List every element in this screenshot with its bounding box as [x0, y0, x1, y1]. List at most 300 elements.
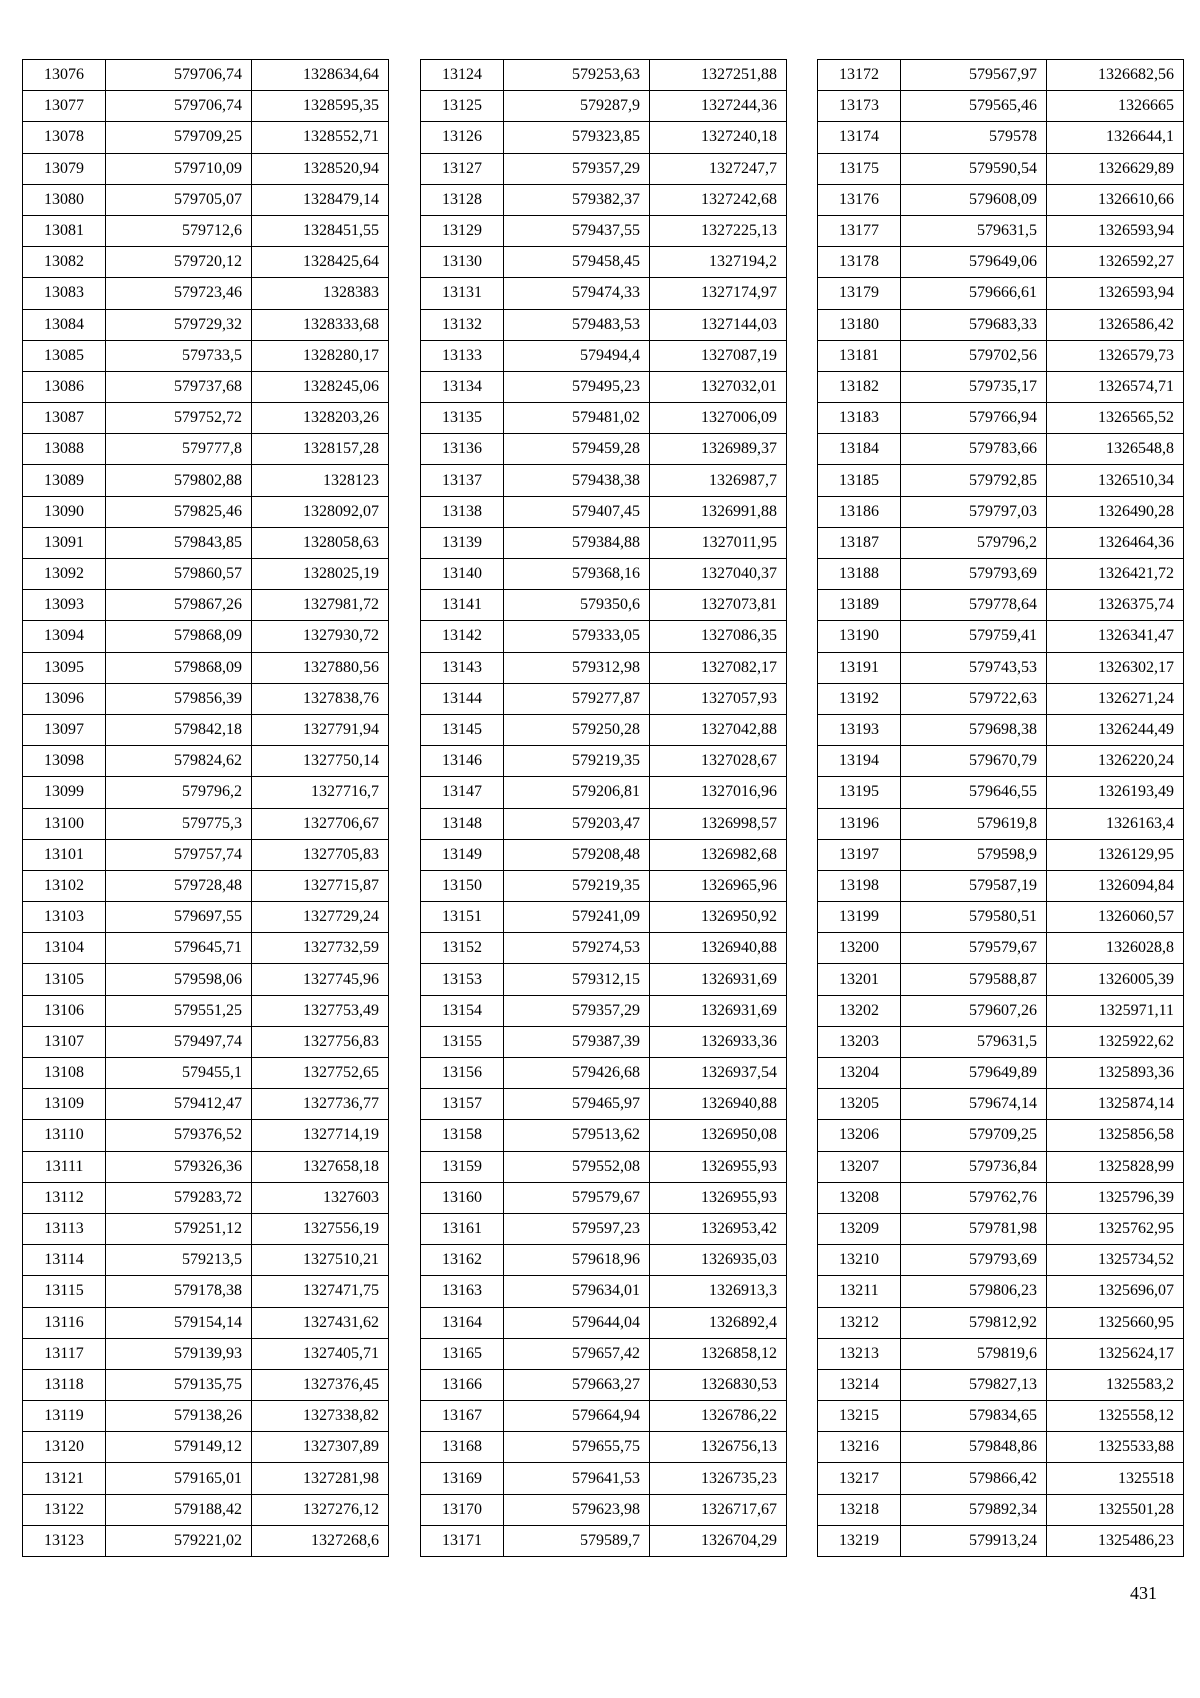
- x-coordinate-cell: 579802,88: [106, 465, 252, 496]
- table-row: [818, 465, 1184, 496]
- x-coordinate-cell: 579702,56: [901, 340, 1047, 371]
- x-coordinate-cell: 579649,06: [901, 247, 1047, 278]
- table-row: [818, 933, 1184, 964]
- table-row: [818, 247, 1184, 278]
- point-number-cell: 13146: [421, 746, 504, 777]
- table-row: [23, 1213, 389, 1244]
- y-coordinate-cell: 1327225,13: [650, 215, 787, 246]
- point-number-cell: 13076: [23, 60, 106, 91]
- x-coordinate-cell: 579219,35: [504, 746, 650, 777]
- y-coordinate-cell: 1326756,13: [650, 1432, 787, 1463]
- x-coordinate-cell: 579323,85: [504, 122, 650, 153]
- point-number-cell: 13208: [818, 1182, 901, 1213]
- table-row: [818, 215, 1184, 246]
- y-coordinate-cell: 1326129,95: [1047, 839, 1184, 870]
- y-coordinate-cell: 1327716,7: [252, 777, 389, 808]
- y-coordinate-cell: 1326937,54: [650, 1058, 787, 1089]
- point-number-cell: 13188: [818, 559, 901, 590]
- table-row: [23, 1120, 389, 1151]
- x-coordinate-cell: 579598,9: [901, 839, 1047, 870]
- x-coordinate-cell: 579705,07: [106, 184, 252, 215]
- point-number-cell: 13135: [421, 403, 504, 434]
- table-row: [818, 714, 1184, 745]
- y-coordinate-cell: 1328634,64: [252, 60, 389, 91]
- y-coordinate-cell: 1326987,7: [650, 465, 787, 496]
- x-coordinate-cell: 579733,5: [106, 340, 252, 371]
- point-number-cell: 13142: [421, 621, 504, 652]
- y-coordinate-cell: 1326464,36: [1047, 527, 1184, 558]
- point-number-cell: 13158: [421, 1120, 504, 1151]
- point-number-cell: 13177: [818, 215, 901, 246]
- point-number-cell: 13166: [421, 1369, 504, 1400]
- x-coordinate-cell: 579465,97: [504, 1089, 650, 1120]
- x-coordinate-cell: 579608,09: [901, 184, 1047, 215]
- table-row: [818, 964, 1184, 995]
- y-coordinate-cell: 1327981,72: [252, 590, 389, 621]
- x-coordinate-cell: 579208,48: [504, 839, 650, 870]
- y-coordinate-cell: 1326830,53: [650, 1369, 787, 1400]
- table-row: [818, 1151, 1184, 1182]
- y-coordinate-cell: 1327706,67: [252, 808, 389, 839]
- point-number-cell: 13182: [818, 371, 901, 402]
- point-number-cell: 13117: [23, 1338, 106, 1369]
- table-body: [818, 60, 1184, 1557]
- table-row: [421, 247, 787, 278]
- point-number-cell: 13152: [421, 933, 504, 964]
- point-number-cell: 13170: [421, 1494, 504, 1525]
- y-coordinate-cell: 1325624,17: [1047, 1338, 1184, 1369]
- x-coordinate-cell: 579645,71: [106, 933, 252, 964]
- x-coordinate-cell: 579663,27: [504, 1369, 650, 1400]
- x-coordinate-cell: 579551,25: [106, 995, 252, 1026]
- x-coordinate-cell: 579706,74: [106, 91, 252, 122]
- y-coordinate-cell: 1325893,36: [1047, 1058, 1184, 1089]
- table-row: [23, 839, 389, 870]
- table-row: [23, 746, 389, 777]
- y-coordinate-cell: 1326682,56: [1047, 60, 1184, 91]
- point-number-cell: 13090: [23, 496, 106, 527]
- point-number-cell: 13212: [818, 1307, 901, 1338]
- x-coordinate-cell: 579206,81: [504, 777, 650, 808]
- point-number-cell: 13179: [818, 278, 901, 309]
- table-row: [421, 1151, 787, 1182]
- point-number-cell: 13138: [421, 496, 504, 527]
- x-coordinate-cell: 579619,8: [901, 808, 1047, 839]
- table-row: [23, 1089, 389, 1120]
- y-coordinate-cell: 1325828,99: [1047, 1151, 1184, 1182]
- point-number-cell: 13157: [421, 1089, 504, 1120]
- table-row: [23, 777, 389, 808]
- table-row: [818, 559, 1184, 590]
- point-number-cell: 13187: [818, 527, 901, 558]
- y-coordinate-cell: 1327032,01: [650, 371, 787, 402]
- point-number-cell: 13102: [23, 870, 106, 901]
- y-coordinate-cell: 1326858,12: [650, 1338, 787, 1369]
- y-coordinate-cell: 1326593,94: [1047, 215, 1184, 246]
- table-row: [818, 1245, 1184, 1276]
- table-row: [23, 652, 389, 683]
- y-coordinate-cell: 1326163,4: [1047, 808, 1184, 839]
- table-row: [818, 995, 1184, 1026]
- table-row: [23, 496, 389, 527]
- y-coordinate-cell: 1327750,14: [252, 746, 389, 777]
- table-row: [23, 1432, 389, 1463]
- x-coordinate-cell: 579149,12: [106, 1432, 252, 1463]
- y-coordinate-cell: 1326302,17: [1047, 652, 1184, 683]
- point-number-cell: 13148: [421, 808, 504, 839]
- point-number-cell: 13203: [818, 1026, 901, 1057]
- x-coordinate-cell: 579283,72: [106, 1182, 252, 1213]
- x-coordinate-cell: 579241,09: [504, 902, 650, 933]
- x-coordinate-cell: 579743,53: [901, 652, 1047, 683]
- y-coordinate-cell: 1326931,69: [650, 995, 787, 1026]
- y-coordinate-cell: 1326060,57: [1047, 902, 1184, 933]
- y-coordinate-cell: 1325533,88: [1047, 1432, 1184, 1463]
- x-coordinate-cell: 579578: [901, 122, 1047, 153]
- point-number-cell: 13139: [421, 527, 504, 558]
- x-coordinate-cell: 579709,25: [106, 122, 252, 153]
- y-coordinate-cell: 1327281,98: [252, 1463, 389, 1494]
- y-coordinate-cell: 1325501,28: [1047, 1494, 1184, 1525]
- point-number-cell: 13191: [818, 652, 901, 683]
- x-coordinate-cell: 579646,55: [901, 777, 1047, 808]
- x-coordinate-cell: 579759,41: [901, 621, 1047, 652]
- x-coordinate-cell: 579868,09: [106, 652, 252, 683]
- y-coordinate-cell: 1327087,19: [650, 340, 787, 371]
- table-row: [421, 371, 787, 402]
- x-coordinate-cell: 579796,2: [901, 527, 1047, 558]
- point-number-cell: 13089: [23, 465, 106, 496]
- x-coordinate-cell: 579455,1: [106, 1058, 252, 1089]
- point-number-cell: 13180: [818, 309, 901, 340]
- table-row: [818, 902, 1184, 933]
- table-row: [818, 1338, 1184, 1369]
- point-number-cell: 13078: [23, 122, 106, 153]
- point-number-cell: 13124: [421, 60, 504, 91]
- point-number-cell: 13111: [23, 1151, 106, 1182]
- y-coordinate-cell: 1327732,59: [252, 933, 389, 964]
- table-row: [818, 184, 1184, 215]
- point-number-cell: 13081: [23, 215, 106, 246]
- y-coordinate-cell: 1327247,7: [650, 153, 787, 184]
- y-coordinate-cell: 1326629,89: [1047, 153, 1184, 184]
- table-row: [23, 340, 389, 371]
- point-number-cell: 13196: [818, 808, 901, 839]
- point-number-cell: 13162: [421, 1245, 504, 1276]
- table-row: [23, 1369, 389, 1400]
- point-number-cell: 13175: [818, 153, 901, 184]
- coordinates-table-1: [22, 59, 389, 1557]
- y-coordinate-cell: 1326341,47: [1047, 621, 1184, 652]
- table-row: [818, 652, 1184, 683]
- table-row: [818, 1463, 1184, 1494]
- x-coordinate-cell: 579458,45: [504, 247, 650, 278]
- x-coordinate-cell: 579728,48: [106, 870, 252, 901]
- point-number-cell: 13178: [818, 247, 901, 278]
- table-row: [818, 496, 1184, 527]
- y-coordinate-cell: 1328092,07: [252, 496, 389, 527]
- x-coordinate-cell: 579752,72: [106, 403, 252, 434]
- point-number-cell: 13161: [421, 1213, 504, 1244]
- x-coordinate-cell: 579312,15: [504, 964, 650, 995]
- point-number-cell: 13121: [23, 1463, 106, 1494]
- point-number-cell: 13083: [23, 278, 106, 309]
- point-number-cell: 13183: [818, 403, 901, 434]
- table-row: [421, 808, 787, 839]
- point-number-cell: 13116: [23, 1307, 106, 1338]
- point-number-cell: 13092: [23, 559, 106, 590]
- x-coordinate-cell: 579683,33: [901, 309, 1047, 340]
- table-row: [23, 465, 389, 496]
- point-number-cell: 13192: [818, 683, 901, 714]
- y-coordinate-cell: 1326982,68: [650, 839, 787, 870]
- x-coordinate-cell: 579438,38: [504, 465, 650, 496]
- x-coordinate-cell: 579867,26: [106, 590, 252, 621]
- x-coordinate-cell: 579333,05: [504, 621, 650, 652]
- x-coordinate-cell: 579384,88: [504, 527, 650, 558]
- y-coordinate-cell: 1327006,09: [650, 403, 787, 434]
- y-coordinate-cell: 1326940,88: [650, 1089, 787, 1120]
- x-coordinate-cell: 579579,67: [901, 933, 1047, 964]
- point-number-cell: 13205: [818, 1089, 901, 1120]
- x-coordinate-cell: 579843,85: [106, 527, 252, 558]
- point-number-cell: 13150: [421, 870, 504, 901]
- x-coordinate-cell: 579165,01: [106, 1463, 252, 1494]
- table-row: [23, 1276, 389, 1307]
- point-number-cell: 13204: [818, 1058, 901, 1089]
- point-number-cell: 13164: [421, 1307, 504, 1338]
- y-coordinate-cell: 1325558,12: [1047, 1401, 1184, 1432]
- x-coordinate-cell: 579178,38: [106, 1276, 252, 1307]
- point-number-cell: 13184: [818, 434, 901, 465]
- y-coordinate-cell: 1326593,94: [1047, 278, 1184, 309]
- x-coordinate-cell: 579631,5: [901, 215, 1047, 246]
- y-coordinate-cell: 1328025,19: [252, 559, 389, 590]
- x-coordinate-cell: 579777,8: [106, 434, 252, 465]
- y-coordinate-cell: 1327714,19: [252, 1120, 389, 1151]
- x-coordinate-cell: 579312,98: [504, 652, 650, 683]
- y-coordinate-cell: 1326375,74: [1047, 590, 1184, 621]
- table-row: [23, 527, 389, 558]
- y-coordinate-cell: 1328451,55: [252, 215, 389, 246]
- x-coordinate-cell: 579221,02: [106, 1525, 252, 1556]
- y-coordinate-cell: 1327930,72: [252, 621, 389, 652]
- point-number-cell: 13209: [818, 1213, 901, 1244]
- y-coordinate-cell: 1326220,24: [1047, 746, 1184, 777]
- x-coordinate-cell: 579709,25: [901, 1120, 1047, 1151]
- y-coordinate-cell: 1325734,52: [1047, 1245, 1184, 1276]
- x-coordinate-cell: 579277,87: [504, 683, 650, 714]
- table-row: [818, 746, 1184, 777]
- x-coordinate-cell: 579819,6: [901, 1338, 1047, 1369]
- x-coordinate-cell: 579806,23: [901, 1276, 1047, 1307]
- point-number-cell: 13185: [818, 465, 901, 496]
- y-coordinate-cell: 1326786,22: [650, 1401, 787, 1432]
- point-number-cell: 13151: [421, 902, 504, 933]
- table-row: [23, 184, 389, 215]
- y-coordinate-cell: 1328520,94: [252, 153, 389, 184]
- table-row: [23, 91, 389, 122]
- point-number-cell: 13077: [23, 91, 106, 122]
- y-coordinate-cell: 1327736,77: [252, 1089, 389, 1120]
- table-body: [23, 60, 389, 1557]
- x-coordinate-cell: 579657,42: [504, 1338, 650, 1369]
- point-number-cell: 13144: [421, 683, 504, 714]
- table-row: [818, 1432, 1184, 1463]
- y-coordinate-cell: 1327338,82: [252, 1401, 389, 1432]
- point-number-cell: 13181: [818, 340, 901, 371]
- point-number-cell: 13085: [23, 340, 106, 371]
- table-row: [818, 870, 1184, 901]
- table-row: [421, 995, 787, 1026]
- point-number-cell: 13134: [421, 371, 504, 402]
- x-coordinate-cell: 579825,46: [106, 496, 252, 527]
- y-coordinate-cell: 1326913,3: [650, 1276, 787, 1307]
- point-number-cell: 13097: [23, 714, 106, 745]
- y-coordinate-cell: 1328157,28: [252, 434, 389, 465]
- point-number-cell: 13119: [23, 1401, 106, 1432]
- y-coordinate-cell: 1327376,45: [252, 1369, 389, 1400]
- y-coordinate-cell: 1327040,37: [650, 559, 787, 590]
- x-coordinate-cell: 579135,75: [106, 1369, 252, 1400]
- x-coordinate-cell: 579407,45: [504, 496, 650, 527]
- x-coordinate-cell: 579607,26: [901, 995, 1047, 1026]
- point-number-cell: 13087: [23, 403, 106, 434]
- point-number-cell: 13216: [818, 1432, 901, 1463]
- x-coordinate-cell: 579736,84: [901, 1151, 1047, 1182]
- point-number-cell: 13218: [818, 1494, 901, 1525]
- table-row: [421, 278, 787, 309]
- table-row: [818, 808, 1184, 839]
- point-number-cell: 13122: [23, 1494, 106, 1525]
- table-row: [818, 1089, 1184, 1120]
- y-coordinate-cell: 1327073,81: [650, 590, 787, 621]
- point-number-cell: 13125: [421, 91, 504, 122]
- table-row: [23, 1182, 389, 1213]
- x-coordinate-cell: 579567,97: [901, 60, 1047, 91]
- point-number-cell: 13096: [23, 683, 106, 714]
- x-coordinate-cell: 579382,37: [504, 184, 650, 215]
- point-number-cell: 13137: [421, 465, 504, 496]
- y-coordinate-cell: 1327086,35: [650, 621, 787, 652]
- y-coordinate-cell: 1327042,88: [650, 714, 787, 745]
- point-number-cell: 13133: [421, 340, 504, 371]
- y-coordinate-cell: 1325971,11: [1047, 995, 1184, 1026]
- point-number-cell: 13207: [818, 1151, 901, 1182]
- y-coordinate-cell: 1327752,65: [252, 1058, 389, 1089]
- table-row: [421, 60, 787, 91]
- table-row: [23, 1058, 389, 1089]
- table-row: [818, 403, 1184, 434]
- table-row: [421, 1213, 787, 1244]
- table-row: [818, 527, 1184, 558]
- table-row: [818, 1182, 1184, 1213]
- table-row: [421, 839, 787, 870]
- y-coordinate-cell: 1325518: [1047, 1463, 1184, 1494]
- point-number-cell: 13132: [421, 309, 504, 340]
- table-row: [421, 1369, 787, 1400]
- x-coordinate-cell: 579497,74: [106, 1026, 252, 1057]
- table-row: [421, 1525, 787, 1556]
- point-number-cell: 13115: [23, 1276, 106, 1307]
- table-row: [818, 1369, 1184, 1400]
- point-number-cell: 13099: [23, 777, 106, 808]
- point-number-cell: 13109: [23, 1089, 106, 1120]
- y-coordinate-cell: 1326592,27: [1047, 247, 1184, 278]
- table-row: [421, 902, 787, 933]
- x-coordinate-cell: 579481,02: [504, 403, 650, 434]
- y-coordinate-cell: 1327471,75: [252, 1276, 389, 1307]
- x-coordinate-cell: 579720,12: [106, 247, 252, 278]
- point-number-cell: 13108: [23, 1058, 106, 1089]
- point-number-cell: 13147: [421, 777, 504, 808]
- y-coordinate-cell: 1326094,84: [1047, 870, 1184, 901]
- y-coordinate-cell: 1327242,68: [650, 184, 787, 215]
- table-row: [23, 278, 389, 309]
- table-row: [23, 1338, 389, 1369]
- x-coordinate-cell: 579154,14: [106, 1307, 252, 1338]
- point-number-cell: 13127: [421, 153, 504, 184]
- y-coordinate-cell: 1328333,68: [252, 309, 389, 340]
- y-coordinate-cell: 1326933,36: [650, 1026, 787, 1057]
- table-row: [818, 1525, 1184, 1556]
- x-coordinate-cell: 579253,63: [504, 60, 650, 91]
- table-row: [421, 496, 787, 527]
- x-coordinate-cell: 579589,7: [504, 1525, 650, 1556]
- point-number-cell: 13165: [421, 1338, 504, 1369]
- y-coordinate-cell: 1326989,37: [650, 434, 787, 465]
- y-coordinate-cell: 1327011,95: [650, 527, 787, 558]
- y-coordinate-cell: 1326955,93: [650, 1182, 787, 1213]
- table-row: [818, 1276, 1184, 1307]
- table-row: [23, 1401, 389, 1432]
- y-coordinate-cell: 1326193,49: [1047, 777, 1184, 808]
- y-coordinate-cell: 1326574,71: [1047, 371, 1184, 402]
- table-row: [818, 1026, 1184, 1057]
- table-row: [421, 1494, 787, 1525]
- x-coordinate-cell: 579250,28: [504, 714, 650, 745]
- point-number-cell: 13129: [421, 215, 504, 246]
- x-coordinate-cell: 579697,55: [106, 902, 252, 933]
- table-row: [421, 1432, 787, 1463]
- table-body: [421, 60, 787, 1557]
- y-coordinate-cell: 1327144,03: [650, 309, 787, 340]
- x-coordinate-cell: 579856,39: [106, 683, 252, 714]
- point-number-cell: 13093: [23, 590, 106, 621]
- x-coordinate-cell: 579766,94: [901, 403, 1047, 434]
- table-row: [23, 995, 389, 1026]
- table-row: [421, 465, 787, 496]
- y-coordinate-cell: 1326005,39: [1047, 964, 1184, 995]
- x-coordinate-cell: 579587,19: [901, 870, 1047, 901]
- table-row: [23, 870, 389, 901]
- y-coordinate-cell: 1326998,57: [650, 808, 787, 839]
- point-number-cell: 13189: [818, 590, 901, 621]
- x-coordinate-cell: 579644,04: [504, 1307, 650, 1338]
- point-number-cell: 13095: [23, 652, 106, 683]
- point-number-cell: 13130: [421, 247, 504, 278]
- x-coordinate-cell: 579729,32: [106, 309, 252, 340]
- point-number-cell: 13163: [421, 1276, 504, 1307]
- table-row: [421, 746, 787, 777]
- point-number-cell: 13120: [23, 1432, 106, 1463]
- table-row: [421, 153, 787, 184]
- y-coordinate-cell: 1327603: [252, 1182, 389, 1213]
- y-coordinate-cell: 1326548,8: [1047, 434, 1184, 465]
- table-row: [421, 777, 787, 808]
- table-row: [23, 60, 389, 91]
- y-coordinate-cell: 1327431,62: [252, 1307, 389, 1338]
